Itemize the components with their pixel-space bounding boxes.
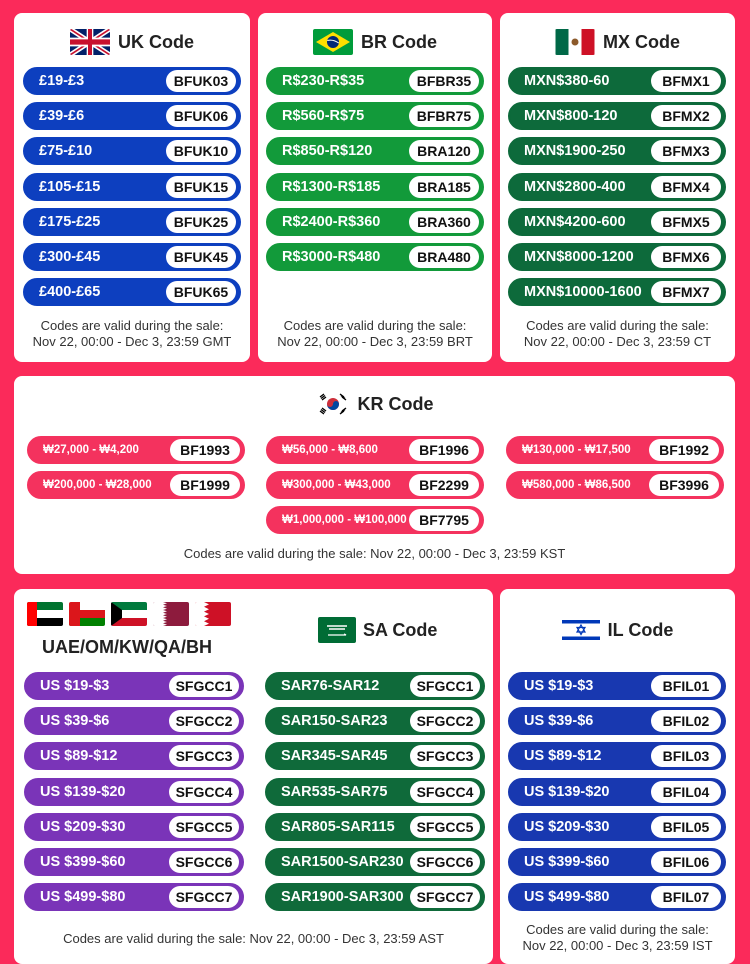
sa-code-row[interactable]	[265, 742, 485, 770]
mx-promo-code[interactable]: BFMX4	[651, 176, 721, 198]
br-price-range: R$3000-R$480	[282, 249, 381, 265]
gcc-code-row[interactable]	[24, 778, 244, 806]
sa-promo-code[interactable]: SFGCC1	[410, 675, 480, 697]
kr-price-range: ₩27,000 - ₩4,200	[43, 444, 139, 456]
mx-code-row[interactable]	[508, 173, 726, 201]
sa-card-header	[318, 617, 437, 643]
kr-promo-code[interactable]: BF7795	[409, 509, 479, 531]
mx-validity-note	[500, 318, 735, 350]
il-promo-code[interactable]: BFIL03	[651, 745, 721, 767]
gcc-code-row[interactable]	[24, 848, 244, 876]
il-promo-code[interactable]: BFIL02	[651, 710, 721, 732]
sa-price-range: SAR1900-SAR300	[281, 889, 404, 906]
uk-validity-note	[14, 318, 250, 350]
kr-price-range: ₩56,000 - ₩8,600	[282, 444, 378, 456]
uk-promo-code[interactable]: BFUK03	[166, 70, 236, 92]
br-note-line2: Nov 22, 00:00 - Dec 3, 23:59 BRT	[277, 334, 473, 349]
kr-code-row[interactable]	[27, 471, 245, 499]
il-code-row[interactable]	[508, 848, 726, 876]
gcc-price-range: US $89-$12	[40, 748, 118, 765]
uk-price-range: £39-£6	[39, 108, 85, 125]
il-code-row[interactable]	[508, 742, 726, 770]
gcc-code-row[interactable]	[24, 672, 244, 700]
sa-promo-code[interactable]: SFGCC4	[410, 781, 480, 803]
br-promo-code[interactable]: BRA360	[409, 211, 479, 233]
uk-promo-code[interactable]: BFUK10	[166, 140, 236, 162]
kr-promo-code[interactable]: BF1993	[170, 439, 240, 461]
br-code-row[interactable]	[266, 173, 484, 201]
il-note-line1: Codes are valid during the sale:	[526, 922, 709, 937]
gcc-price-range: US $209-$30	[40, 818, 126, 835]
br-promo-code[interactable]: BFBR35	[409, 70, 479, 92]
mx-code-row[interactable]	[508, 67, 726, 95]
br-code-row[interactable]	[266, 243, 484, 271]
br-price-range: R$850-R$120	[282, 143, 373, 160]
kr-code-row[interactable]	[266, 436, 484, 464]
sa-code-row[interactable]	[265, 707, 485, 735]
kuwait-flag-icon	[111, 602, 147, 626]
brazil-flag-icon	[313, 29, 353, 55]
il-price-range: US $209-$30	[524, 818, 610, 835]
il-promo-code[interactable]: BFIL01	[651, 675, 721, 697]
kr-card-header	[14, 391, 735, 417]
uk-card-title: UK Code	[118, 31, 194, 52]
uk-note-line2: Nov 22, 00:00 - Dec 3, 23:59 GMT	[32, 334, 232, 349]
sa-promo-code[interactable]: SFGCC6	[410, 851, 480, 873]
br-promo-code[interactable]: BRA480	[409, 246, 479, 268]
sa-price-range: SAR805-SAR115	[281, 818, 395, 835]
mx-code-row[interactable]	[508, 243, 726, 271]
sa-price-range: SAR150-SAR23	[281, 713, 388, 730]
mx-promo-code[interactable]: BFMX5	[651, 211, 721, 233]
uk-promo-code[interactable]: BFUK15	[166, 176, 236, 198]
il-code-row[interactable]	[508, 707, 726, 735]
mx-promo-code[interactable]: BFMX7	[651, 281, 721, 303]
br-price-range: R$2400-R$360	[282, 213, 381, 230]
mx-card-header	[500, 29, 735, 55]
sa-code-row[interactable]	[265, 672, 485, 700]
br-code-row[interactable]	[266, 67, 484, 95]
mx-promo-code[interactable]: BFMX2	[651, 105, 721, 127]
sa-code-row[interactable]	[265, 848, 485, 876]
gcc-price-range: US $499-$80	[40, 889, 126, 906]
gcc-promo-code[interactable]: SFGCC1	[169, 675, 239, 697]
br-price-range: R$560-R$75	[282, 108, 365, 125]
il-note-line2: Nov 22, 00:00 - Dec 3, 23:59 IST	[522, 938, 713, 953]
mx-card-title: MX Code	[602, 31, 680, 52]
kr-code-card	[14, 376, 735, 574]
uk-promo-code[interactable]: BFUK25	[166, 211, 236, 233]
gcc-card-title: UAE/OM/KW/QA/BH	[42, 637, 212, 657]
oman-flag-icon	[69, 602, 105, 626]
uk-price-range: £75-£10	[39, 143, 93, 160]
il-price-range: US $399-$60	[524, 854, 610, 870]
kr-promo-code[interactable]: BF3996	[649, 474, 719, 496]
kr-promo-code[interactable]: BF1999	[170, 474, 240, 496]
mx-price-range: MXN$8000-1200	[524, 249, 634, 265]
gcc-promo-code[interactable]: SFGCC7	[169, 886, 239, 908]
kr-code-row[interactable]	[27, 436, 245, 464]
gcc-price-range: US $399-$60	[40, 854, 126, 870]
gcc-price-range: US $39-$6	[40, 713, 110, 730]
uae-flag-icon	[27, 602, 63, 626]
kr-code-row[interactable]	[266, 506, 484, 534]
uk-promo-code[interactable]: BFUK45	[166, 246, 236, 268]
br-card-header	[258, 29, 492, 55]
mx-price-range: MXN$10000-1600	[524, 284, 642, 301]
kr-price-range: ₩130,000 - ₩17,500	[522, 444, 631, 456]
br-price-range: R$230-R$35	[282, 73, 365, 89]
sa-card-title: SA Code	[363, 619, 438, 640]
kr-promo-code[interactable]: BF1996	[409, 439, 479, 461]
il-price-range: US $89-$12	[524, 748, 602, 765]
sa-code-row[interactable]	[265, 813, 485, 841]
kr-price-range: ₩300,000 - ₩43,000	[282, 479, 391, 491]
uk-price-range: £175-£25	[39, 213, 101, 230]
br-promo-code[interactable]: BRA185	[409, 176, 479, 198]
kr-code-row[interactable]	[506, 436, 724, 464]
mx-code-row[interactable]	[508, 278, 726, 306]
kr-validity-note: Codes are valid during the sale: Nov 22, 00:00 - Dec 3, 23:59 KST	[183, 546, 566, 561]
saudi-flag-icon	[318, 617, 356, 643]
mx-price-range: MXN$2800-400	[524, 178, 626, 195]
il-price-range: US $139-$20	[524, 783, 610, 800]
sa-price-range: SAR345-SAR45	[281, 748, 388, 765]
sa-promo-code[interactable]: SFGCC7	[410, 886, 480, 908]
kr-price-range: ₩200,000 - ₩28,000	[43, 479, 152, 491]
uk-promo-code[interactable]: BFUK06	[166, 105, 236, 127]
mx-code-row[interactable]	[508, 208, 726, 236]
uk-note-line1: Codes are valid during the sale:	[40, 318, 224, 333]
uk-price-range: £105-£15	[39, 178, 101, 195]
il-validity-note	[500, 922, 735, 954]
il-price-range: US $39-$6	[524, 713, 594, 730]
uk-code-card	[14, 13, 250, 362]
mx-note-line2: Nov 22, 00:00 - Dec 3, 23:59 CT	[523, 334, 712, 349]
gcc-promo-code[interactable]: SFGCC5	[169, 816, 239, 838]
gcc-code-row[interactable]	[24, 742, 244, 770]
br-code-row[interactable]	[266, 208, 484, 236]
il-price-range: US $19-$3	[524, 678, 594, 694]
mx-code-row[interactable]	[508, 137, 726, 165]
korea-flag-icon	[316, 391, 350, 417]
kr-code-row[interactable]	[506, 471, 724, 499]
uk-price-range: £300-£45	[39, 249, 101, 265]
br-code-row[interactable]	[266, 102, 484, 130]
br-code-row[interactable]	[266, 137, 484, 165]
mx-code-row[interactable]	[508, 102, 726, 130]
kr-promo-code[interactable]: BF1992	[649, 439, 719, 461]
kr-promo-code[interactable]: BF2299	[409, 474, 479, 496]
gcc-code-row[interactable]	[24, 813, 244, 841]
mx-price-range: MXN$1900-250	[524, 143, 626, 160]
sa-price-range: SAR535-SAR75	[281, 783, 388, 800]
gcc-promo-code[interactable]: SFGCC6	[169, 851, 239, 873]
qatar-flag-icon	[153, 602, 189, 626]
uk-promo-code[interactable]: BFUK65	[166, 281, 236, 303]
br-card-title: BR Code	[361, 31, 437, 52]
mexico-flag-icon	[555, 29, 595, 55]
il-card-header	[500, 617, 735, 643]
br-promo-code[interactable]: BFBR75	[409, 105, 479, 127]
sa-promo-code[interactable]: SFGCC3	[410, 745, 480, 767]
gcc-price-range: US $139-$20	[40, 783, 126, 800]
sa-code-row[interactable]	[265, 778, 485, 806]
gcc-flags-row	[27, 602, 231, 626]
gcc-price-range: US $19-$3	[40, 678, 110, 694]
gcc-promo-code[interactable]: SFGCC4	[169, 781, 239, 803]
il-code-row[interactable]	[508, 883, 726, 911]
br-validity-note	[258, 318, 492, 350]
il-promo-code[interactable]: BFIL05	[651, 816, 721, 838]
sa-code-row[interactable]	[265, 883, 485, 911]
mx-promo-code[interactable]: BFMX1	[651, 70, 721, 92]
israel-flag-icon	[562, 617, 600, 643]
uk-price-range: £19-£3	[39, 73, 85, 89]
gcc-promo-code[interactable]: SFGCC3	[169, 745, 239, 767]
il-card-title: IL Code	[607, 619, 674, 640]
br-note-line1: Codes are valid during the sale:	[283, 318, 467, 333]
kr-code-row[interactable]	[266, 471, 484, 499]
il-promo-code[interactable]: BFIL07	[651, 886, 721, 908]
mx-promo-code[interactable]: BFMX3	[651, 140, 721, 162]
uk-code-row[interactable]	[23, 243, 241, 271]
gcc-promo-code[interactable]: SFGCC2	[169, 710, 239, 732]
mx-price-range: MXN$4200-600	[524, 213, 626, 230]
mx-price-range: MXN$380-60	[524, 73, 610, 89]
gcc-code-row[interactable]	[24, 883, 244, 911]
il-promo-code[interactable]: BFIL06	[651, 851, 721, 873]
uk-card-header	[14, 29, 250, 55]
uk-code-row[interactable]	[23, 67, 241, 95]
uk-code-row[interactable]	[23, 278, 241, 306]
il-price-range: US $499-$80	[524, 889, 610, 906]
uk-code-row[interactable]	[23, 137, 241, 165]
br-price-range: R$1300-R$185	[282, 178, 381, 195]
gcc-code-card	[14, 589, 493, 964]
uk-code-row[interactable]	[23, 173, 241, 201]
kr-price-range: ₩1,000,000 - ₩100,000	[282, 514, 407, 526]
br-promo-code[interactable]: BRA120	[409, 140, 479, 162]
uk-code-row[interactable]	[23, 208, 241, 236]
mx-note-line1: Codes are valid during the sale:	[526, 318, 709, 333]
uk-price-range: £400-£65	[39, 284, 101, 301]
kr-price-range: ₩580,000 - ₩86,500	[522, 479, 631, 491]
sa-price-range: SAR76-SAR12	[281, 678, 380, 694]
il-code-row[interactable]	[508, 672, 726, 700]
il-code-row[interactable]	[508, 813, 726, 841]
il-promo-code[interactable]: BFIL04	[651, 781, 721, 803]
sa-promo-code[interactable]: SFGCC5	[410, 816, 480, 838]
sa-promo-code[interactable]: SFGCC2	[410, 710, 480, 732]
sa-price-range: SAR1500-SAR230	[281, 854, 404, 870]
sa-validity-note: Codes are valid during the sale: Nov 22, 00:00 - Dec 3, 23:59 AST	[63, 931, 444, 946]
mx-code-card	[500, 13, 735, 362]
br-code-card	[258, 13, 492, 362]
il-code-row[interactable]	[508, 778, 726, 806]
gcc-code-row[interactable]	[24, 707, 244, 735]
uk-code-row[interactable]	[23, 102, 241, 130]
mx-promo-code[interactable]: BFMX6	[651, 246, 721, 268]
bahrain-flag-icon	[195, 602, 231, 626]
il-code-card	[500, 589, 735, 964]
kr-card-title: KR Code	[357, 393, 434, 414]
mx-price-range: MXN$800-120	[524, 108, 618, 125]
uk-flag-icon	[70, 29, 110, 55]
